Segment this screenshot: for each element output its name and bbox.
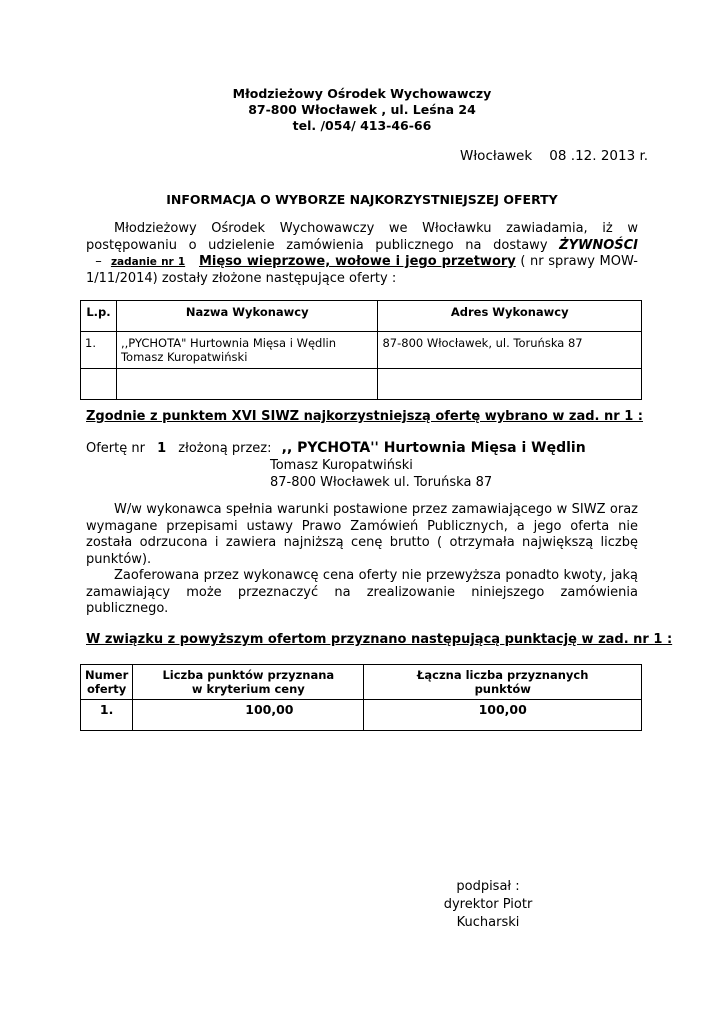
header-line: Liczba punktów przyznana — [162, 668, 335, 682]
intro-paragraph — [86, 221, 638, 287]
empty-cell — [81, 369, 117, 400]
col-header-price-points — [133, 665, 364, 700]
empty-cell — [378, 369, 642, 400]
intro-space — [185, 254, 199, 269]
justification-paragraphs — [86, 502, 638, 618]
points-price: 100,00 — [133, 700, 364, 731]
justification-p1: W/w wykonawca spełnia warunki postawione przez zamawiającego w SIWZ oraz wymagane przepisami ustawy Prawo Zamówień Publicznych, a jego oferta nie została odrzucona i zawiera najniższą cenę brutto ( otrzymała największą liczbę punktów). — [86, 502, 638, 567]
intro-dash: – — [86, 254, 111, 269]
header-line: w kryterium ceny — [191, 682, 305, 696]
signature-name: dyrektor Piotr Kucharski — [443, 897, 533, 930]
chosen-owner: Tomasz Kuropatwiński — [270, 458, 413, 473]
chosen-offer-line — [86, 440, 586, 456]
institution-name: Młodzieżowy Ośrodek Wychowawczy — [232, 86, 492, 101]
col-header-offer-number — [81, 665, 133, 700]
chosen-submitted-by: złożoną przez: — [178, 441, 272, 456]
intro-text-1: Młodzieżowy Ośrodek Wychowawczy we Włocławku zawiadamia, iż w postępowaniu o udzielenie zamówienia publicznego na dostawy — [86, 221, 638, 253]
document-title: INFORMACJA O WYBORZE NAJKORZYSTNIEJSZEJ OFERTY — [166, 192, 558, 207]
offer-name-line2: Tomasz Kuropatwiński — [120, 350, 248, 364]
table-row-empty — [81, 369, 642, 400]
points-table — [80, 664, 642, 731]
header-line: oferty — [86, 682, 127, 696]
offer-name-line1: ,,PYCHOTA" Hurtownia Mięsa i Wędlin — [120, 336, 337, 350]
zadanie-label: zadanie nr 1 — [110, 256, 186, 268]
chosen-number: 1 — [157, 441, 167, 456]
section-heading-selection: Zgodnie z punktem XVI SIWZ najkorzystniejszą ofertę wybrano w zad. nr 1 : — [86, 409, 643, 424]
header-line: Łączna liczba przyznanych — [416, 668, 589, 682]
header-line: punktów — [474, 682, 531, 696]
offer-lp: 1. — [81, 332, 117, 369]
table-row — [81, 700, 642, 731]
points-total: 100,00 — [364, 700, 642, 731]
col-header-address: Adres Wykonawcy — [378, 301, 642, 332]
intro-text-2: ( nr sprawy MOW-1/11/2014) zostały złożone następujące oferty : — [86, 254, 638, 286]
col-header-name: Nazwa Wykonawcy — [116, 301, 378, 332]
offer-address: 87-800 Włocławek, ul. Toruńska 87 — [378, 332, 642, 369]
col-header-total-points — [364, 665, 642, 700]
document-date: Włocławek 08 .12. 2013 r. — [460, 148, 649, 164]
subject-label: Mięso wieprzowe, wołowe i jego przetwory — [198, 254, 516, 269]
points-offer-number: 1. — [81, 700, 133, 731]
col-header-lp: L.p. — [81, 301, 117, 332]
section-heading-points: W związku z powyższym ofertom przyznano następującą punktację w zad. nr 1 : — [86, 632, 673, 647]
chosen-name: ,, PYCHOTA'' Hurtownia Mięsa i Wędlin — [281, 440, 586, 456]
institution-phone: tel. /054/ 413-46-66 — [292, 118, 432, 133]
table-row — [81, 332, 642, 369]
chosen-address: 87-800 Włocławek ul. Toruńska 87 — [270, 475, 493, 490]
offers-table — [80, 300, 642, 400]
zywnosci-label: ŻYWNOŚCI — [559, 237, 638, 253]
points-table-header — [81, 665, 642, 700]
institution-address: 87-800 Włocławek , ul. Leśna 24 — [248, 102, 476, 117]
signature-label: podpisał : — [456, 879, 520, 894]
offer-name — [116, 332, 378, 369]
chosen-label: Ofertę nr — [86, 441, 145, 456]
offers-table-header — [81, 301, 642, 332]
justification-p2: Zaoferowana przez wykonawcę cena oferty nie przewyższa ponadto kwoty, jaką zamawiający może przeznaczyć na zrealizowanie niniejszego zamówienia publicznego. — [86, 568, 638, 616]
empty-cell — [116, 369, 378, 400]
header-line: Numer — [85, 668, 129, 682]
